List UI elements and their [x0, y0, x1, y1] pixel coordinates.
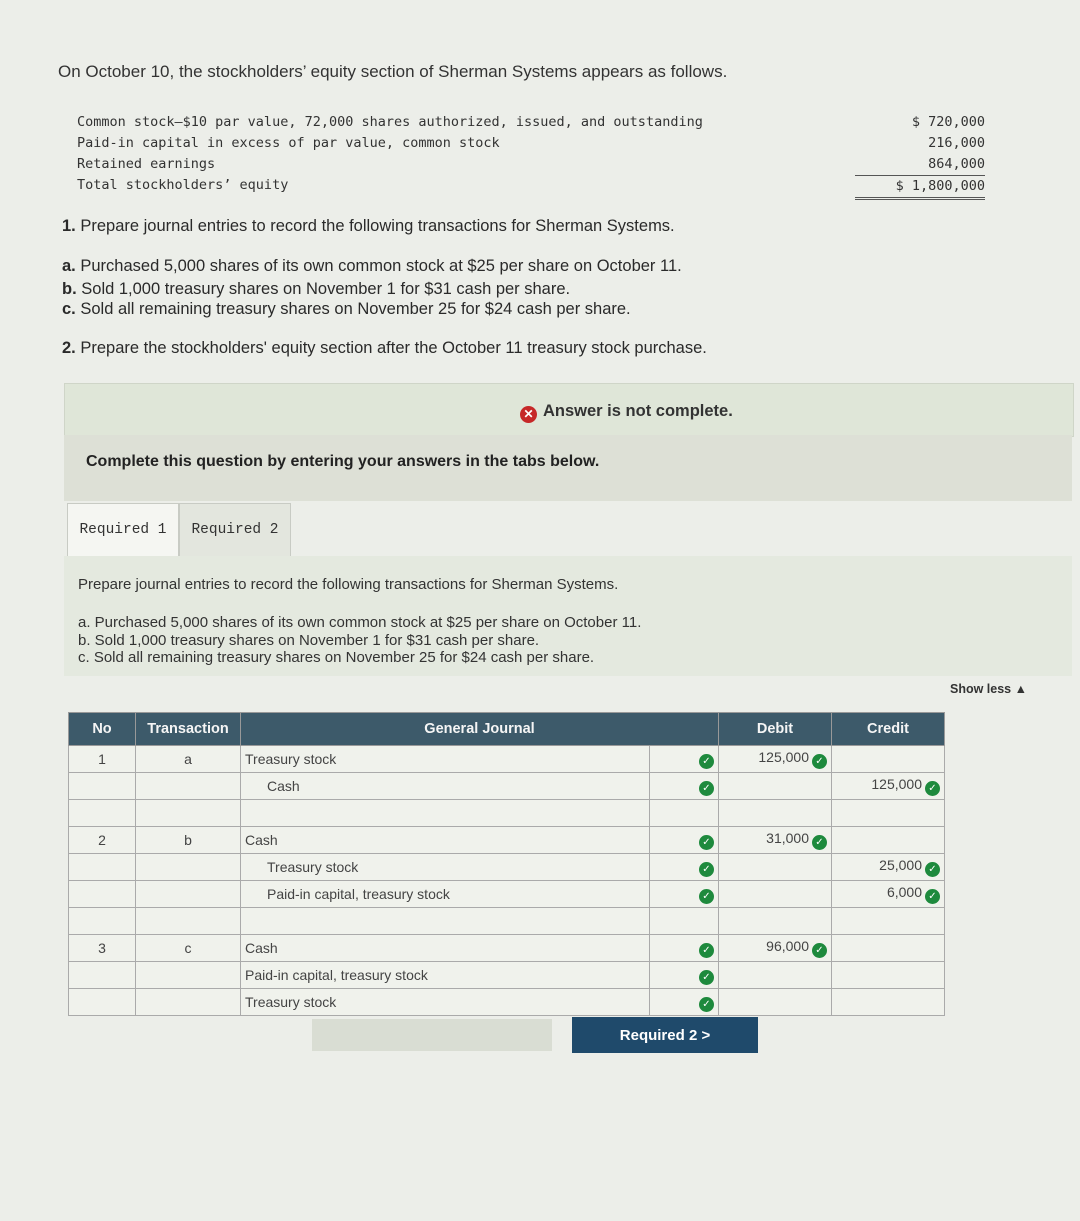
account-cell[interactable] [241, 962, 650, 989]
credit-cell[interactable] [832, 962, 945, 989]
item-text: Purchased 5,000 shares of its own common stock at $25 per share on October 11. [80, 257, 682, 275]
checkmark-icon: ✓ [925, 889, 940, 904]
checkmark-icon: ✓ [699, 754, 714, 769]
checkmark-icon: ✓ [699, 970, 714, 985]
checkmark-icon: ✓ [812, 943, 827, 958]
account-cell[interactable] [241, 989, 650, 1016]
credit-cell[interactable] [832, 746, 945, 773]
equity-row [77, 154, 985, 175]
question-a [62, 257, 682, 276]
checkmark-icon: ✓ [925, 862, 940, 877]
equity-label: Total stockholders’ equity [77, 177, 289, 193]
account-cell[interactable] [241, 881, 650, 908]
check-cell [650, 989, 719, 1016]
panel-item-a: a. Purchased 5,000 shares of its own common stock at $25 per share on October 11. [78, 614, 642, 631]
checkmark-icon: ✓ [699, 781, 714, 796]
show-less-link[interactable]: Show less ▲ [950, 682, 1027, 696]
account-name: Cash [267, 778, 300, 794]
debit-cell[interactable] [719, 773, 832, 800]
table-row [69, 773, 945, 800]
credit-amount: 25,000 [879, 857, 922, 873]
col-header-no: No [69, 713, 136, 746]
row-transaction[interactable]: a [136, 746, 241, 773]
question-1 [62, 217, 675, 236]
debit-cell[interactable] [719, 854, 832, 881]
panel-item-b: b. Sold 1,000 treasury shares on November 1 for $31 cash per share. [78, 632, 540, 649]
checkmark-icon: ✓ [925, 781, 940, 796]
checkmark-icon: ✓ [812, 835, 827, 850]
row-transaction[interactable]: b [136, 827, 241, 854]
equity-value: 864,000 [928, 156, 985, 172]
equity-value: 216,000 [928, 135, 985, 151]
question-number: 2. [62, 339, 76, 357]
account-name: Paid-in capital, treasury stock [245, 967, 428, 983]
credit-cell[interactable] [832, 827, 945, 854]
instructions-text: Complete this question by entering your answers in the tabs below. [86, 453, 600, 470]
debit-amount: 31,000 [766, 830, 809, 846]
question-b [62, 280, 570, 299]
check-cell [650, 962, 719, 989]
item-label: a. [62, 257, 76, 275]
instructions-bar [64, 435, 1072, 501]
table-row [69, 854, 945, 881]
answer-status-text: Answer is not complete. [543, 402, 733, 420]
item-label: c. [62, 300, 76, 318]
question-text: Prepare the stockholders' equity section after the October 11 treasury stock purchase. [80, 339, 707, 357]
check-cell [650, 746, 719, 773]
tab-required-2[interactable]: Required 2 [179, 503, 291, 558]
debit-cell[interactable] [719, 827, 832, 854]
credit-cell[interactable] [832, 773, 945, 800]
checkmark-icon: ✓ [699, 997, 714, 1012]
account-cell[interactable] [241, 854, 650, 881]
debit-cell[interactable] [719, 746, 832, 773]
equity-row [77, 112, 985, 133]
table-row [69, 935, 945, 962]
item-text: Sold 1,000 treasury shares on November 1 for $31 cash per share. [81, 280, 571, 298]
answer-status [520, 402, 733, 423]
question-text: Prepare journal entries to record the following transactions for Sherman Systems. [80, 217, 675, 235]
equity-section [77, 112, 985, 196]
table-row [69, 746, 945, 773]
account-cell[interactable] [241, 746, 650, 773]
debit-amount: 125,000 [758, 749, 809, 765]
debit-cell[interactable] [719, 881, 832, 908]
question-2 [62, 339, 707, 358]
account-cell[interactable] [241, 827, 650, 854]
row-transaction[interactable] [136, 854, 241, 881]
table-row [69, 989, 945, 1016]
row-no [69, 962, 136, 989]
check-cell [650, 881, 719, 908]
check-cell [650, 773, 719, 800]
general-journal-table [68, 712, 945, 1016]
row-no [69, 989, 136, 1016]
tab-required-1[interactable]: Required 1 [67, 503, 179, 557]
question-number: 1. [62, 217, 76, 235]
equity-value: $ 1,800,000 [855, 175, 985, 200]
answer-status-banner [64, 383, 1074, 437]
checkmark-icon: ✓ [699, 943, 714, 958]
table-row [69, 962, 945, 989]
debit-amount: 96,000 [766, 938, 809, 954]
row-no [69, 881, 136, 908]
row-no: 3 [69, 935, 136, 962]
table-row [69, 881, 945, 908]
checkmark-icon: ✓ [699, 835, 714, 850]
table-row [69, 827, 945, 854]
row-transaction[interactable] [136, 773, 241, 800]
next-required-2-button[interactable]: Required 2 > [572, 1017, 758, 1053]
equity-label: Paid-in capital in excess of par value, common stock [77, 135, 500, 151]
previous-button-placeholder [312, 1019, 552, 1051]
debit-cell[interactable] [719, 989, 832, 1016]
row-transaction[interactable]: c [136, 935, 241, 962]
account-name: Paid-in capital, treasury stock [267, 886, 450, 902]
checkmark-icon: ✓ [812, 754, 827, 769]
equity-label: Common stock—$10 par value, 72,000 shares authorized, issued, and outstanding [77, 114, 703, 130]
required-1-panel [64, 556, 1072, 676]
account-name: Treasury stock [245, 994, 337, 1010]
credit-cell[interactable] [832, 881, 945, 908]
panel-instruction: Prepare journal entries to record the following transactions for Sherman Systems. [78, 576, 619, 593]
check-cell [650, 854, 719, 881]
equity-label: Retained earnings [77, 156, 216, 172]
equity-value: $ 720,000 [911, 114, 985, 130]
row-no: 1 [69, 746, 136, 773]
question-c [62, 300, 631, 319]
checkmark-icon: ✓ [699, 862, 714, 877]
account-name: Cash [245, 940, 278, 956]
row-no [69, 854, 136, 881]
item-label: b. [62, 280, 77, 298]
row-transaction[interactable] [136, 962, 241, 989]
panel-item-c: c. Sold all remaining treasury shares on November 25 for $24 cash per share. [78, 649, 595, 666]
credit-amount: 125,000 [871, 776, 922, 792]
check-cell [650, 935, 719, 962]
credit-cell[interactable] [832, 989, 945, 1016]
credit-cell[interactable] [832, 854, 945, 881]
col-header-credit: Credit [832, 713, 945, 746]
table-row [69, 800, 945, 827]
row-no [69, 773, 136, 800]
credit-cell[interactable] [832, 935, 945, 962]
check-cell [650, 827, 719, 854]
account-name: Treasury stock [267, 859, 359, 875]
col-header-transaction: Transaction [136, 713, 241, 746]
account-name: Cash [245, 832, 278, 848]
account-name: Treasury stock [245, 751, 337, 767]
row-no: 2 [69, 827, 136, 854]
item-text: Sold all remaining treasury shares on November 25 for $24 cash per share. [80, 300, 631, 318]
debit-cell[interactable] [719, 935, 832, 962]
error-x-icon: ✕ [520, 406, 537, 423]
row-transaction[interactable] [136, 881, 241, 908]
equity-row [77, 133, 985, 154]
intro-text: On October 10, the stockholders’ equity section of Sherman Systems appears as follows. [58, 62, 728, 81]
row-transaction[interactable] [136, 989, 241, 1016]
checkmark-icon: ✓ [699, 889, 714, 904]
credit-amount: 6,000 [886, 884, 922, 900]
col-header-general-journal: General Journal [241, 713, 719, 746]
table-row [69, 908, 945, 935]
account-cell[interactable] [241, 773, 650, 800]
equity-total-row [77, 175, 985, 196]
debit-cell[interactable] [719, 962, 832, 989]
col-header-debit: Debit [719, 713, 832, 746]
account-cell[interactable] [241, 935, 650, 962]
